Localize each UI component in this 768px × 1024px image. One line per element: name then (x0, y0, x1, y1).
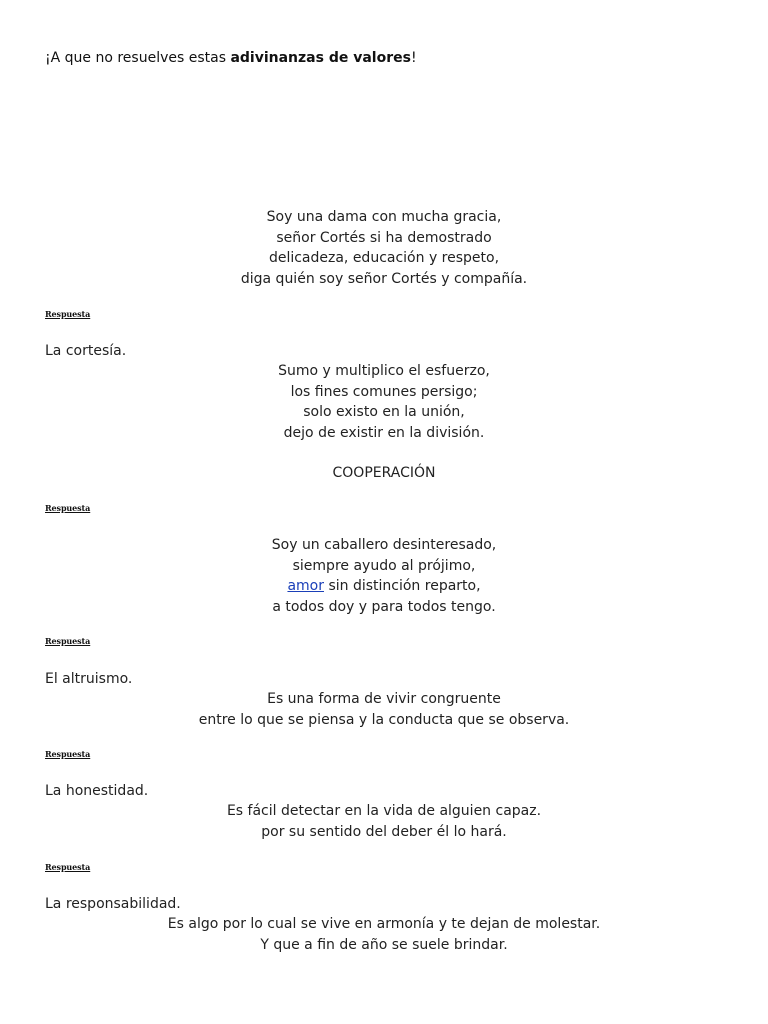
verse-line: Es fácil detectar en la vida de alguien capaz. (226, 803, 542, 819)
verse-line: Sumo y multiplico el esfuerzo, (278, 363, 490, 379)
answer-2: COOPERACIÓN (332, 465, 436, 481)
verse-line-rest: sin distinción reparto, (328, 578, 481, 595)
verse-line (0, 576, 768, 597)
riddle-5-verse (0, 801, 768, 842)
headline-bold: adivinanzas de valores (230, 50, 411, 66)
verse-line: los fines comunes persigo; (290, 383, 478, 400)
verse-line: diga quién soy señor Cortés y compañía. (240, 270, 528, 287)
answer-4: La honestidad. (45, 783, 149, 799)
page-headline (45, 49, 417, 67)
verse-line: siempre ayudo al prójimo, (292, 557, 476, 574)
riddle-6-verse (0, 914, 768, 955)
respuesta-link-1[interactable]: Respuesta (45, 309, 91, 319)
verse-line: dejo de existir en la división. (283, 424, 485, 441)
respuesta-link-3[interactable]: Respuesta (45, 636, 91, 646)
verse-line: delicadeza, educación y respeto, (268, 250, 500, 267)
respuesta-link-4[interactable]: Respuesta (45, 749, 91, 759)
riddle-4-verse (0, 689, 768, 730)
verse-line: Soy un caballero desinteresado, (271, 537, 497, 553)
verse-line: entre lo que se piensa y la conducta que se observa. (198, 711, 570, 728)
verse-line: a todos doy y para todos tengo. (272, 598, 496, 615)
verse-line: Y que a fin de año se suele brindar. (260, 936, 508, 953)
verse-line: Soy una dama con mucha gracia, (266, 209, 502, 225)
headline-prefix: ¡A que no resuelves estas (45, 50, 231, 66)
verse-line: Es una forma de vivir congruente (267, 691, 501, 707)
respuesta-link-2[interactable]: Respuesta (45, 503, 91, 513)
verse-line: señor Cortés si ha demostrado (276, 229, 492, 246)
answer-5: La responsabilidad. (45, 896, 181, 912)
respuesta-link-5[interactable]: Respuesta (45, 862, 91, 872)
answer-3: El altruismo. (45, 671, 133, 687)
verse-line: Es algo por lo cual se vive en armonía y te dejan de molestar. (167, 916, 601, 932)
answer-1: La cortesía. (45, 343, 127, 359)
headline-suffix: ! (410, 50, 417, 66)
riddle-1-verse (0, 207, 768, 289)
verse-line: por su sentido del deber él lo hará. (261, 823, 507, 840)
riddle-3-verse (0, 535, 768, 617)
verse-line: solo existo en la unión, (303, 404, 465, 421)
riddle-2-verse (0, 361, 768, 443)
amor-link[interactable]: amor (287, 578, 324, 595)
